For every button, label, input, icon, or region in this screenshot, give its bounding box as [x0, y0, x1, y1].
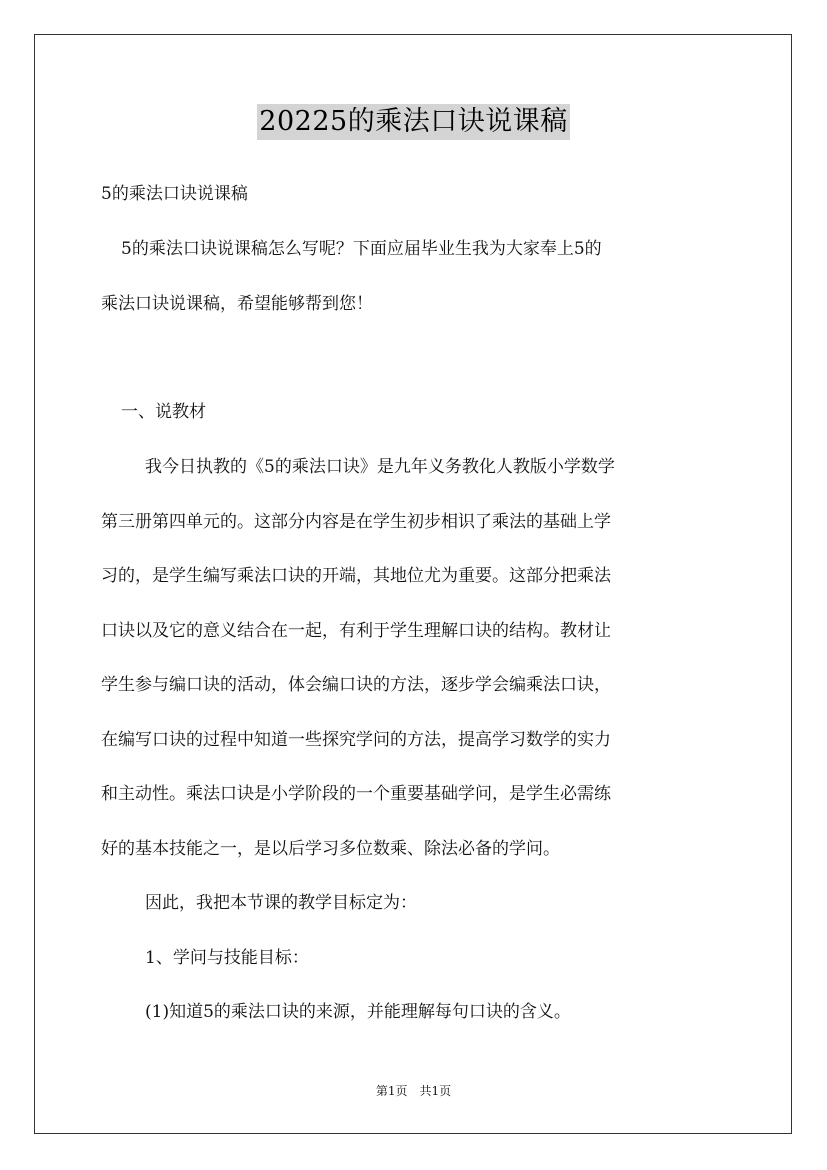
body-line-2: 第三册第四单元的。这部分内容是在学生初步相识了乘法的基础上学	[101, 512, 611, 532]
section-heading: 一、说教材	[121, 402, 206, 422]
body-line-6: 在编写口诀的过程中知道一些探究学问的方法，提高学习数学的实力	[101, 730, 611, 750]
body-line-4: 口诀以及它的意义结合在一起，有利于学生理解口诀的结构。教材让	[101, 621, 611, 641]
objective-heading: 1、学问与技能目标：	[145, 948, 309, 968]
body-line-5: 学生参与编口诀的活动，体会编口诀的方法，逐步学会编乘法口诀，	[101, 675, 611, 695]
body-line-8: 好的基本技能之一，是以后学习多位数乘、除法必备的学问。	[101, 839, 560, 859]
objective-item-1: (1)知道5的乘法口诀的来源，并能理解每句口诀的含义。	[145, 1002, 571, 1022]
intro-line-1: 5的乘法口诀说课稿怎么写呢？下面应届毕业生我为大家奉上5的	[121, 239, 602, 259]
intro-line-2: 乘法口诀说课稿，希望能够帮到您！	[101, 294, 373, 314]
document-title: 20225的乘法口诀说课稿	[257, 104, 569, 140]
body-line-7: 和主动性。乘法口诀是小学阶段的一个重要基础学问，是学生必需练	[101, 784, 611, 804]
objective-intro-line: 因此，我把本节课的教学目标定为：	[145, 893, 417, 913]
page-number-footer: 第1页 共1页	[375, 1084, 452, 1098]
title-container	[0, 104, 827, 140]
subtitle-line: 5的乘法口诀说课稿	[101, 184, 248, 204]
body-line-3: 习的，是学生编写乘法口诀的开端，其地位尤为重要。这部分把乘法	[101, 566, 611, 586]
body-line-1: 我今日执教的《5的乘法口诀》是九年义务教化人教版小学数学	[145, 457, 615, 477]
